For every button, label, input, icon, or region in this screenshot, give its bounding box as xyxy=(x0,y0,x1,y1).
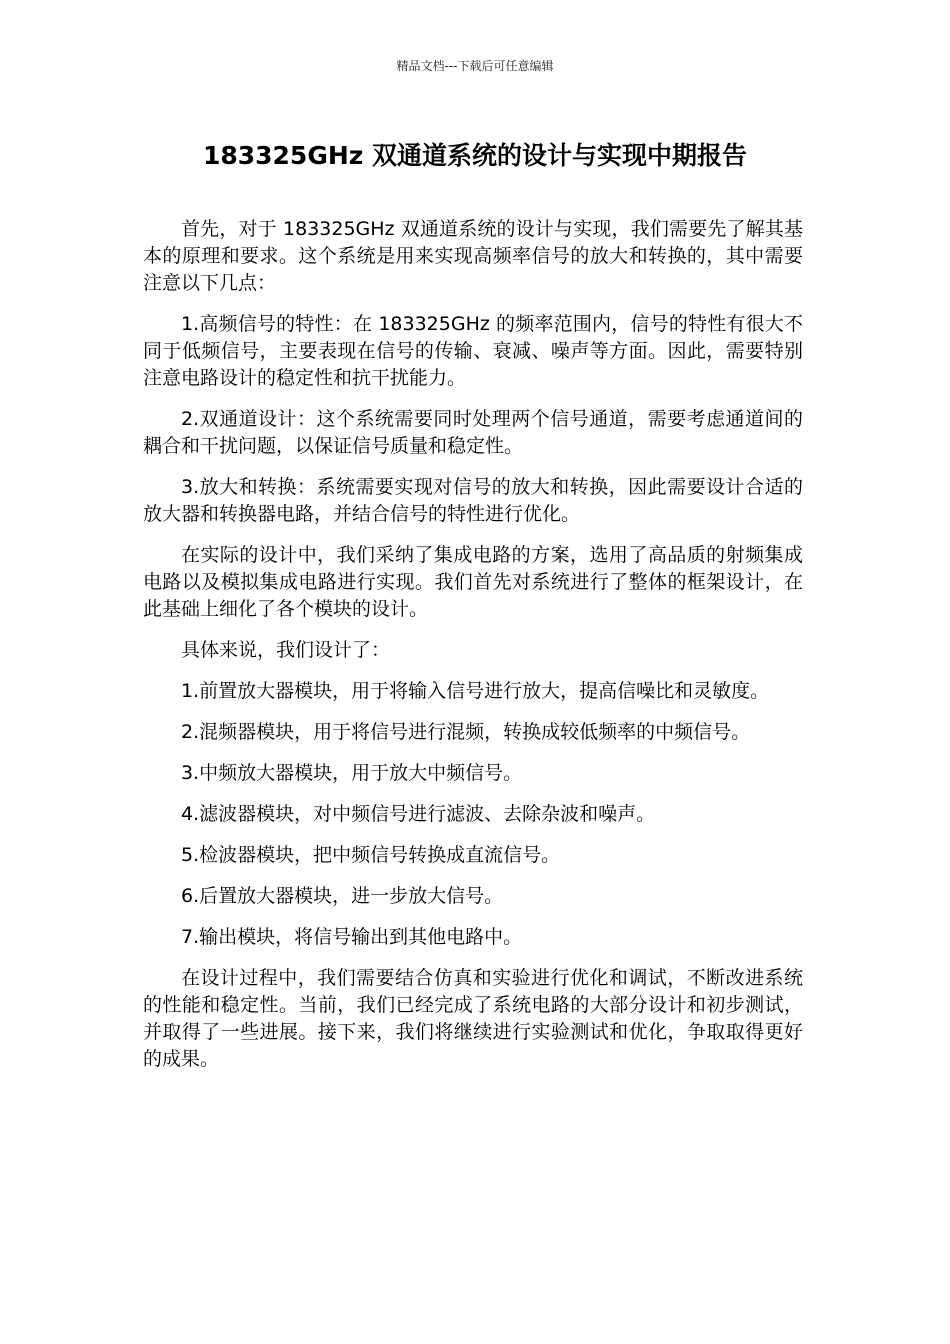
module-item-2: 2.混频器模块，用于将信号进行混频，转换成较低频率的中频信号。 xyxy=(181,721,751,743)
paragraph-intro: 首先，对于 183325GHz 双通道系统的设计与实现，我们需要先了解其基本的原理和要求。这个系统是用来实现高频率信号的放大和转换的，其中需要注意以下几点： xyxy=(143,218,803,294)
module-item-4: 4.滤波器模块，对中频信号进行滤波、去除杂波和噪声。 xyxy=(181,803,656,825)
module-item-1: 1.前置放大器模块，用于将输入信号进行放大，提高信噪比和灵敏度。 xyxy=(181,680,770,702)
module-item-7: 7.输出模块，将信号输出到其他电路中。 xyxy=(181,926,523,948)
module-item-3: 3.中频放大器模块，用于放大中频信号。 xyxy=(181,762,523,784)
paragraph-point-1: 1.高频信号的特性：在 183325GHz 的频率范围内，信号的特性有很大不同于低频信号，主要表现在信号的传输、衰减、噪声等方面。因此，需要特别注意电路设计的稳定性和抗干扰能力。 xyxy=(143,313,803,389)
document-title: 183325GHz 双通道系统的设计与实现中期报告 xyxy=(202,141,748,170)
header-note: 精品文档---下载后可任意编辑 xyxy=(396,59,554,73)
module-item-5: 5.检波器模块，把中频信号转换成直流信号。 xyxy=(181,844,561,866)
document-body xyxy=(143,216,803,1087)
paragraph-point-2: 2.双通道设计：这个系统需要同时处理两个信号通道，需要考虑通道间的耦合和干扰问题，以保证信号质量和稳定性。 xyxy=(143,408,803,457)
paragraph-module-intro: 具体来说，我们设计了： xyxy=(181,639,391,661)
module-item-6: 6.后置放大器模块，进一步放大信号。 xyxy=(181,885,504,907)
paragraph-implementation: 在实际的设计中，我们采纳了集成电路的方案，选用了高品质的射频集成电路以及模拟集成电路进行实现。我们首先对系统进行了整体的框架设计，在此基础上细化了各个模块的设计。 xyxy=(143,544,803,620)
paragraph-conclusion: 在设计过程中，我们需要结合仿真和实验进行优化和调试，不断改进系统的性能和稳定性。当前，我们已经完成了系统电路的大部分设计和初步测试，并取得了一些进展。接下来，我们将继续进行实验测试和优化，争取取得更好的成果。 xyxy=(143,967,803,1070)
paragraph-point-3: 3.放大和转换：系统需要实现对信号的放大和转换，因此需要设计合适的放大器和转换器电路，并结合信号的特性进行优化。 xyxy=(143,476,803,525)
